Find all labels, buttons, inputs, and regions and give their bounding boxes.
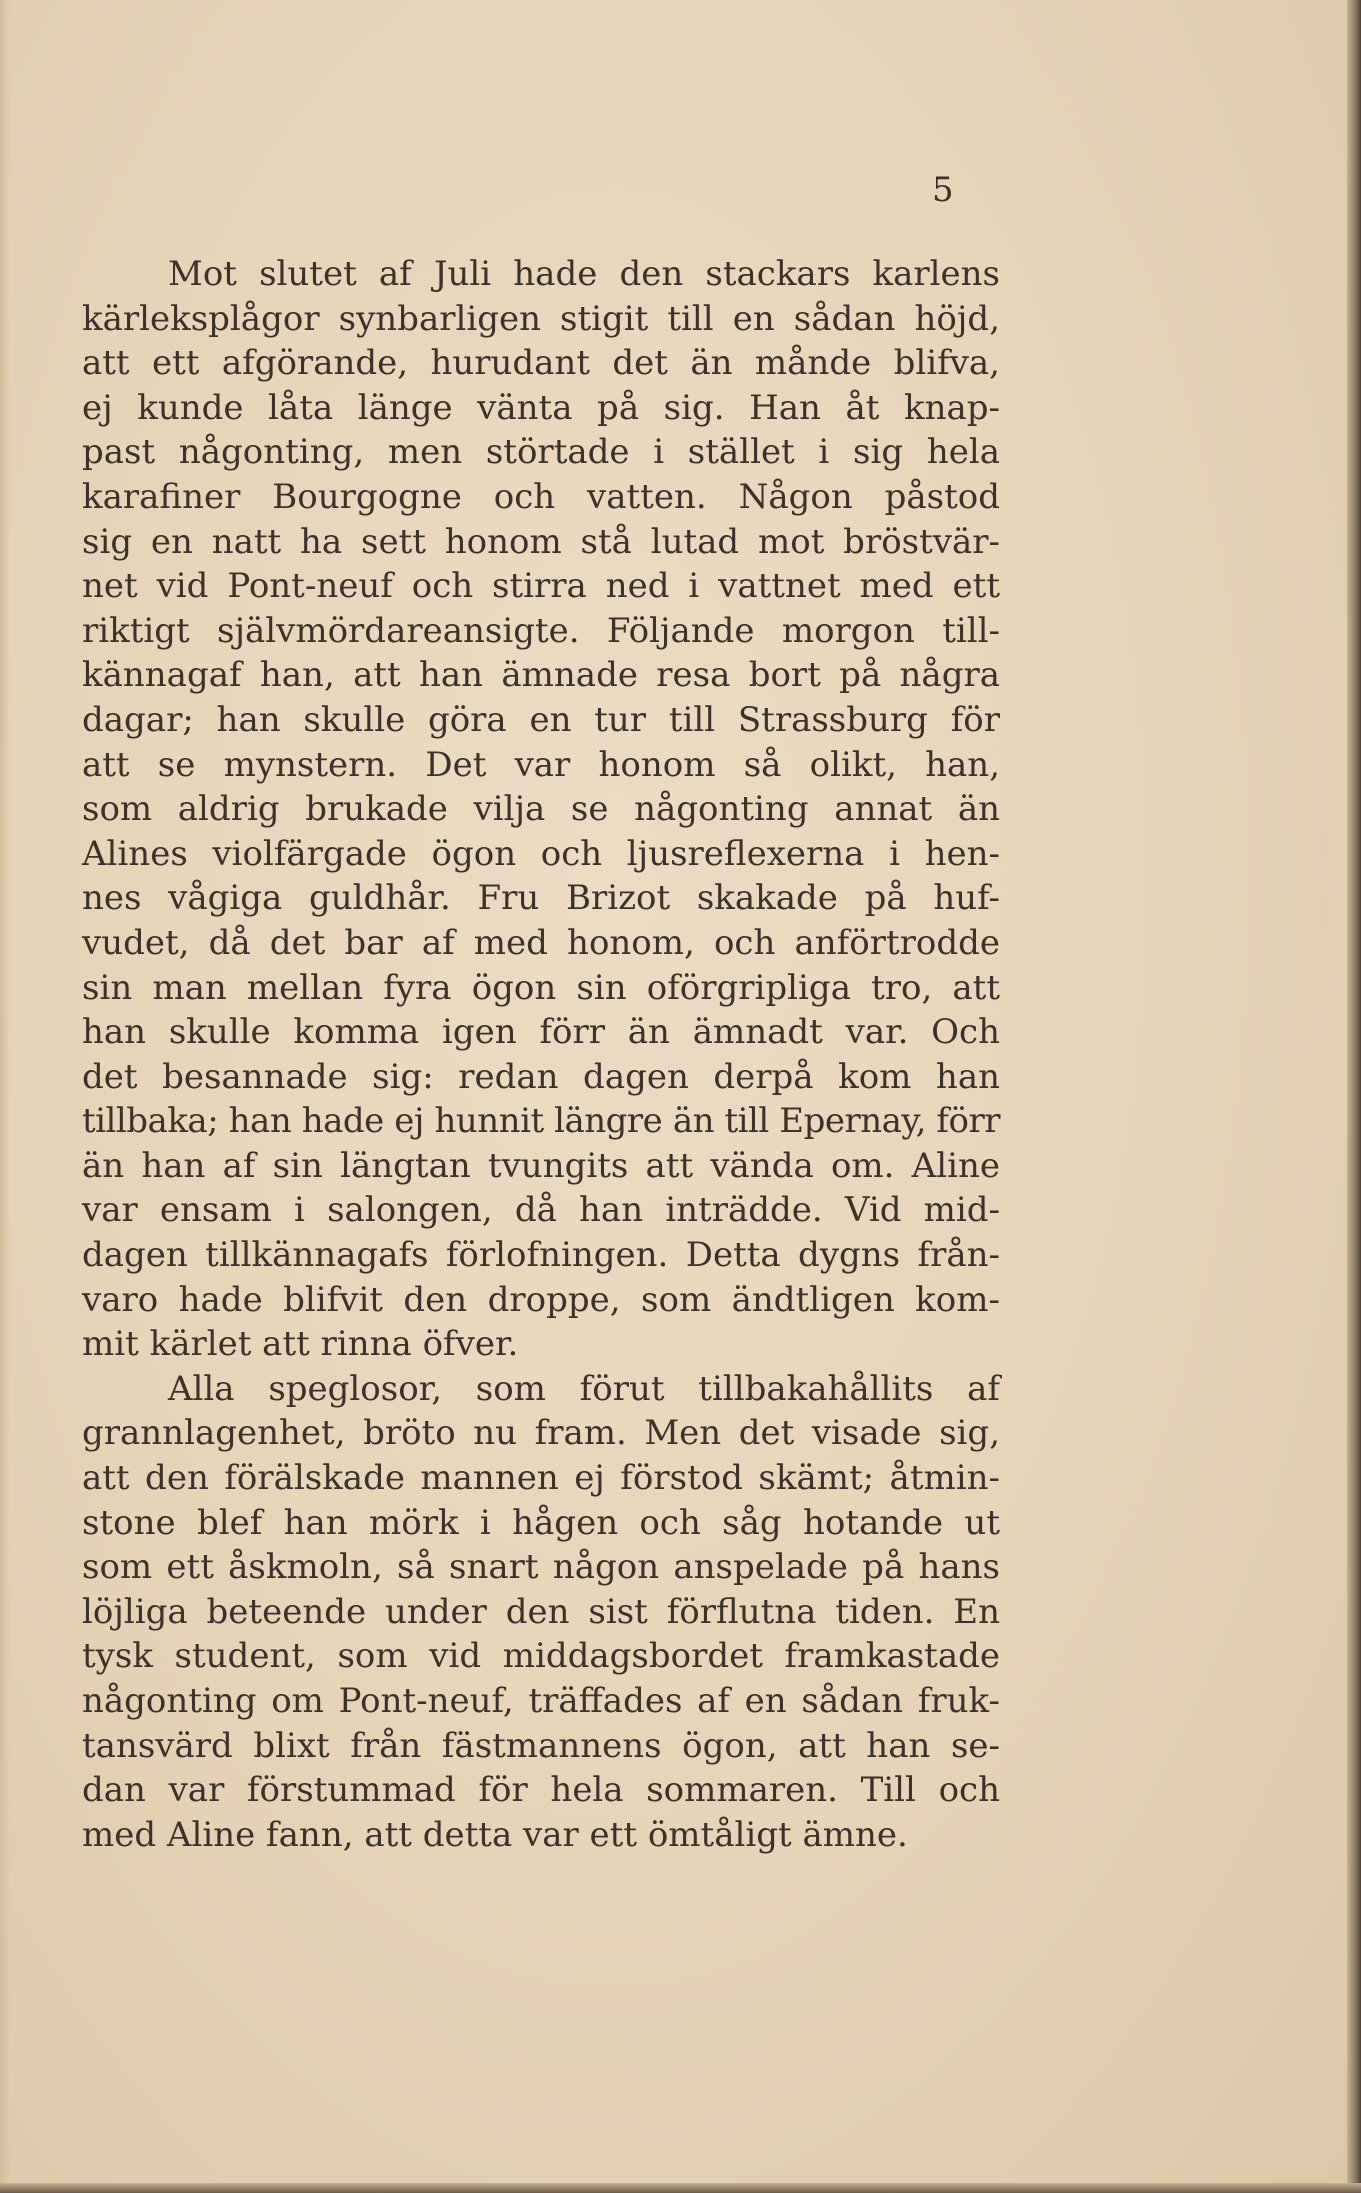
text-line: grannlagenhet, bröto nu fram. Men det visade sig, bbox=[82, 1413, 1000, 1454]
page-bottom-edge bbox=[0, 2183, 1361, 2193]
text-line: ej kunde låta länge vänta på sig. Han åt knap- bbox=[82, 387, 1000, 428]
text-line: dan var förstummad för hela sommaren. Till och bbox=[82, 1770, 1000, 1811]
text-line: än han af sin längtan tvungits att vända om. Aline bbox=[82, 1145, 1000, 1186]
text-line: riktigt självmördareansigte. Följande morgon till- bbox=[82, 610, 1000, 651]
text-line: net vid Pont-neuf och stirra ned i vattnet med ett bbox=[82, 566, 1000, 607]
text-line: kännagaf han, att han ämnade resa bort på några bbox=[82, 655, 1000, 696]
text-line: Alines violfärgade ögon och ljusreflexerna i hen- bbox=[82, 833, 1000, 874]
text-line: sin man mellan fyra ögon sin oförgripliga tro, att bbox=[82, 967, 1000, 1008]
text-line: karafiner Bourgogne och vatten. Någon påstod bbox=[82, 476, 1000, 517]
text-line: löjliga beteende under den sist förflutna tiden. En bbox=[82, 1591, 1000, 1632]
text-line: past någonting, men störtade i stället i sig hela bbox=[82, 432, 1000, 473]
text-line: som ett åskmoln, så snart någon anspelade på hans bbox=[82, 1547, 1000, 1588]
page-number: 5 bbox=[932, 170, 954, 210]
text-line: att den förälskade mannen ej förstod skämt; åtmin- bbox=[82, 1458, 1000, 1499]
body-text bbox=[82, 252, 1000, 1857]
text-line: någonting om Pont-neuf, träffades af en sådan fruk- bbox=[82, 1681, 1000, 1721]
text-line: var ensam i salongen, då han inträdde. Vid mid- bbox=[82, 1190, 1000, 1231]
text-line: nes vågiga guldhår. Fru Brizot skakade på huf- bbox=[82, 878, 1000, 919]
text-line: mit kärlet att rinna öfver. bbox=[82, 1324, 519, 1365]
text-line: som aldrig brukade vilja se någonting annat än bbox=[82, 789, 1000, 830]
text-line: Mot slutet af Juli hade den stackars karlens bbox=[168, 254, 1000, 294]
text-line: kärleksplågor synbarligen stigit till en sådan höjd, bbox=[82, 298, 1000, 339]
text-line: dagen tillkännagafs förlofningen. Detta dygns från- bbox=[82, 1235, 1000, 1276]
text-line: tysk student, som vid middagsbordet framkastade bbox=[82, 1636, 1000, 1677]
text-line: han skulle komma igen förr än ämnadt var. Och bbox=[82, 1012, 1000, 1053]
text-line: sig en natt ha sett honom stå lutad mot bröstvär- bbox=[82, 521, 1000, 562]
text-line: det besannade sig: redan dagen derpå kom han bbox=[82, 1056, 1000, 1097]
text-line: Alla speglosor, som förut tillbakahållits af bbox=[168, 1368, 1000, 1409]
text-line: att se mynstern. Det var honom så olikt, han, bbox=[82, 744, 1000, 785]
text-line: att ett afgörande, hurudant det än månde blifva, bbox=[82, 343, 1000, 384]
text-line: varo hade blifvit den droppe, som ändtligen kom- bbox=[82, 1279, 1000, 1320]
text-line: stone blef han mörk i hågen och såg hotande ut bbox=[82, 1502, 1000, 1543]
text-line: tansvärd blixt från fästmannens ögon, att han se- bbox=[82, 1725, 1000, 1766]
text-line: tillbaka; han hade ej hunnit längre än till Epernay, förr bbox=[82, 1101, 1000, 1142]
page-left-shadow bbox=[0, 0, 10, 2193]
text-line: dagar; han skulle göra en tur till Strassburg för bbox=[82, 699, 1000, 740]
text-line: vudet, då det bar af med honom, och anförtrodde bbox=[82, 922, 1000, 963]
text-line: med Aline fann, att detta var ett ömtåligt ämne. bbox=[82, 1814, 908, 1855]
page-right-edge bbox=[1347, 0, 1361, 2193]
